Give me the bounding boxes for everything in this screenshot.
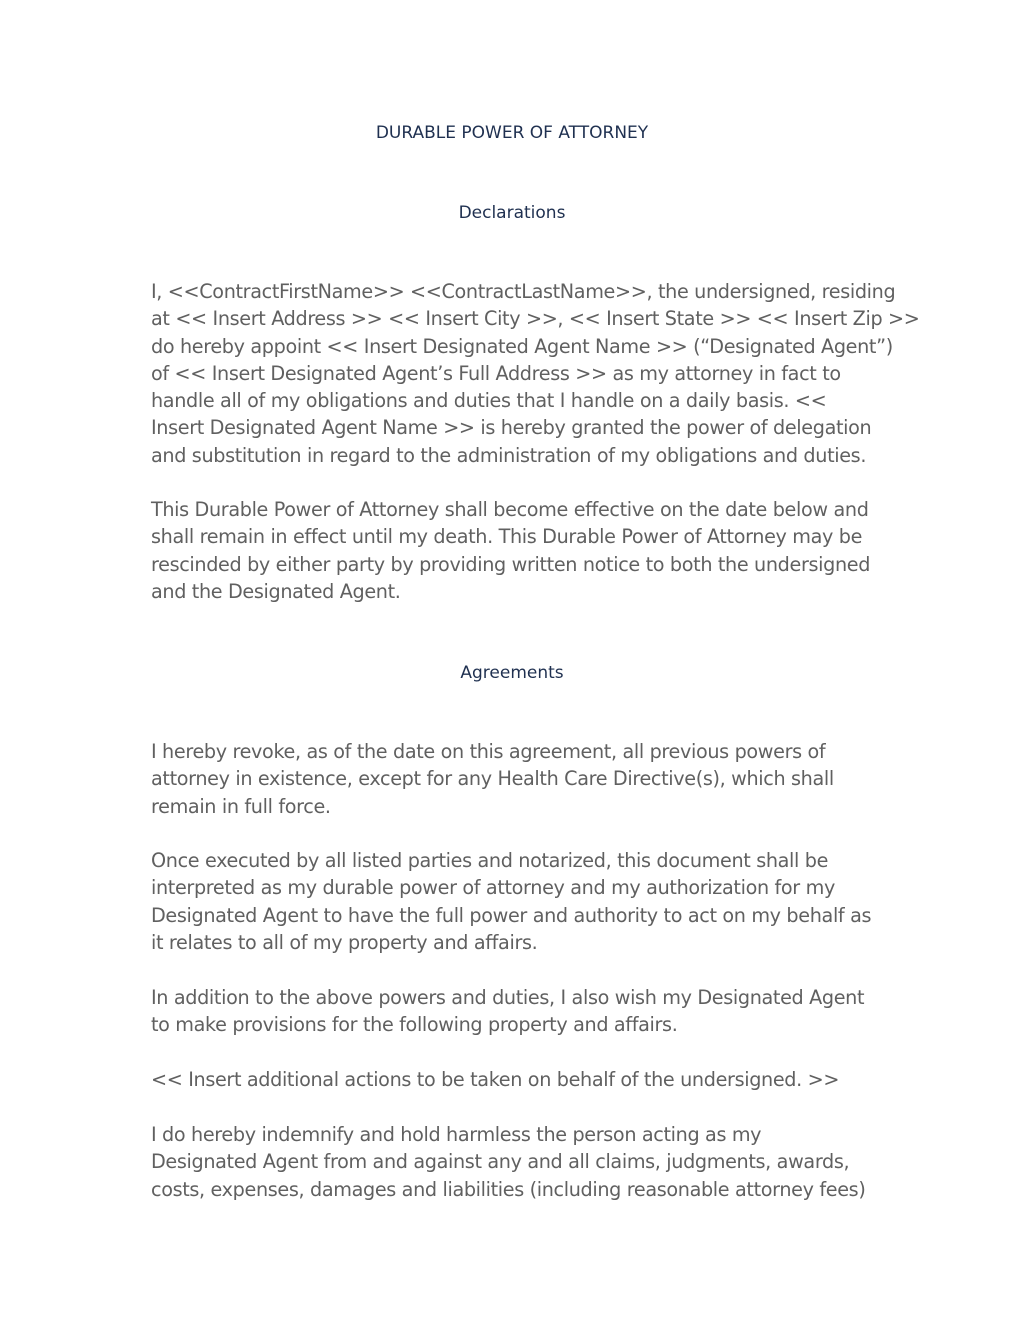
text-line: attorney in existence, except for any Health Care Directive(s), which shall — [151, 767, 834, 791]
text-line: handle all of my obligations and duties that I handle on a daily basis. << — [151, 389, 827, 413]
document-title: DURABLE POWER OF ATTORNEY — [375, 123, 649, 143]
text-line: This Durable Power of Attorney shall become effective on the date below and — [151, 498, 869, 521]
text-line: it relates to all of my property and affairs. — [151, 930, 538, 954]
text-line: to make provisions for the following property and affairs. — [151, 1013, 678, 1037]
text-line: of << Insert Designated Agent’s Full Address >> as my attorney in fact to — [151, 361, 841, 385]
text-line: << Insert additional actions to be taken on behalf of the undersigned. >> — [151, 1068, 840, 1091]
declarations-paragraph-appointment — [151, 278, 920, 469]
declarations-heading: Declarations — [458, 203, 566, 223]
text-line: rescinded by either party by providing written notice to both the undersigned — [151, 552, 871, 576]
agreements-heading: Agreements — [460, 663, 564, 683]
text-line: Insert Designated Agent Name >> is hereby granted the power of delegation — [151, 416, 872, 440]
declarations-paragraph-effective — [151, 496, 881, 605]
agreements-paragraph-indemnify — [151, 1121, 881, 1203]
text-line: I, <<ContractFirstName>> <<ContractLastName>>, the undersigned, residing — [151, 280, 896, 303]
text-line: interpreted as my durable power of attorney and my authorization for my — [151, 876, 835, 900]
text-line: In addition to the above powers and duties, I also wish my Designated Agent — [151, 986, 865, 1009]
agreements-paragraph-additional-actions — [151, 1066, 881, 1093]
text-line: I hereby revoke, as of the date on this agreement, all previous powers of — [151, 740, 826, 763]
text-line: costs, expenses, damages and liabilities (including reasonable attorney fees) — [151, 1177, 866, 1201]
agreements-paragraph-revoke — [151, 738, 881, 820]
text-line: at << Insert Address >> << Insert City >>, << Insert State >> << Insert Zip >> — [151, 307, 920, 331]
text-line: Designated Agent to have the full power and authority to act on my behalf as — [151, 903, 872, 927]
text-line: and the Designated Agent. — [151, 579, 401, 603]
text-line: do hereby appoint << Insert Designated Agent Name >> (“Designated Agent”) — [151, 334, 893, 358]
text-line: and substitution in regard to the administration of my obligations and duties. — [151, 443, 867, 467]
agreements-paragraph-executed — [151, 847, 881, 956]
text-line: I do hereby indemnify and hold harmless the person acting as my — [151, 1123, 762, 1146]
text-line: shall remain in effect until my death. This Durable Power of Attorney may be — [151, 525, 863, 549]
agreements-paragraph-provisions — [151, 984, 881, 1039]
text-line: Once executed by all listed parties and notarized, this document shall be — [151, 849, 829, 872]
text-line: Designated Agent from and against any and all claims, judgments, awards, — [151, 1150, 850, 1174]
text-line: remain in full force. — [151, 794, 331, 818]
